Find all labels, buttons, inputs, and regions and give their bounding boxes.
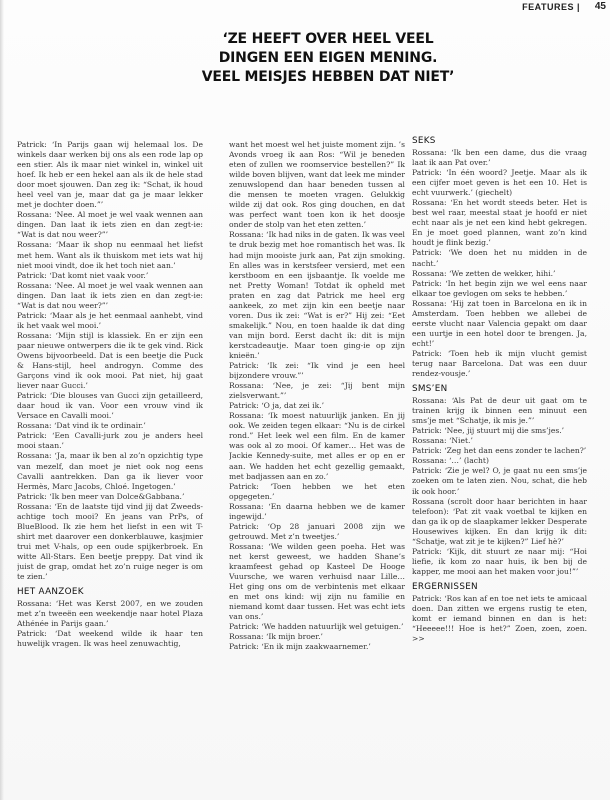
article-paragraph: Patrick: ‘Kijk, dit stuurt ze naar mij: “Hoi liefie, ik kom zo naar huis, ik ben bij de kapper, me mooi aan het maken voor jou!”’	[412, 546, 587, 576]
article-paragraph: Rossana: ‘En het wordt steeds beter. Het is best wel raar, meestal staat je hoofd er niet echt naar als je net een kind hebt gekregen. En je moet goed plannen, want zo’n kind houdt je flink bezig.’	[412, 198, 587, 248]
pull-quote-line: DINGEN EEN EIGEN MENING.	[218, 50, 438, 66]
section-label: FEATURES |	[522, 2, 580, 12]
article-paragraph: Rossana: ‘Mijn stijl is klassiek. En er zijn een paar nieuwe ontwerpers die ik te gek vind. Rick Owens bijvoorbeeld. Dat is een beetje die Puck & Hans-stijl, heel androgyn. Comme des Garçons vind ik ook mooi. Pat niet, hij gaat liever naar Gucci.’	[17, 330, 203, 391]
article-paragraph: Patrick: ‘In het begin zijn we wel eens naar elkaar toe gevlogen om seks te hebben.’	[412, 278, 587, 298]
article-paragraph: Rossana: ‘Ik moest natuurlijk janken. En jij ook. We zeiden tegen elkaar: “Nu is de cirkel rond.” Het leek wel een film. En de kamer was ook al zo mooi. Of kamer… Het was de Jackie Kennedy-suite, met alles er op en er aan. We hadden het echt gezellig gemaakt, met badjassen aan en zo.’	[229, 411, 405, 481]
article-paragraph: Rossana: ‘Als Pat de deur uit gaat om te trainen krijg ik binnen een minuut een sms’je met “Schatje, ik mis je.”’	[412, 396, 587, 426]
article-paragraph: Rossana (scrolt door haar berichten in haar telefoon): ‘Pat zit vaak voetbal te kijken en dan ga ik op de slaapkamer lekker Desperate Housewives kijken. En dan krijg ik dit: “Schatje, wat zit je te kijken?” Lief hè?’	[412, 496, 587, 546]
page-number: 45	[594, 1, 606, 12]
article-paragraph: Patrick: ‘Ros kan af en toe net iets te amicaal doen. Dan zitten we ergens rustig te eten, komt er iemand binnen en dan is het: “Heeeee!!! Hoe is het?” Zoen, zoen, zoen. >>	[412, 593, 587, 644]
article-column-1	[17, 140, 203, 800]
section-heading: HET AANZOEK	[17, 587, 84, 598]
article-paragraph: Patrick: ‘In Parijs gaan wij helemaal los. De winkels daar werken bij ons als een rode lap op een stier. Als ik maar niet winkel in, winkel uit hoef. Ik heb er een hekel aan als ik de hele stad door moet sjouwen. Dan zeg ik: “Schat, ik houd heel veel van je, maar dat ga je maar lekker met je dochter doen.”’	[17, 140, 203, 210]
article-paragraph: Rossana: ‘Dat vind ik te ordinair.’	[17, 421, 146, 431]
article-paragraph: Rossana: ‘Nee, je zei: “Jij bent mijn zielsverwant.”’	[229, 381, 405, 401]
article-paragraph: Patrick: ‘Toen heb ik mijn vlucht gemist terug naar Barcelona. Dat was een duur rendez-vousje.’	[412, 348, 587, 379]
article-paragraph: Rossana: ‘Ik had niks in de gaten. Ik was veel te druk bezig met hoe romantisch het was. Ik had mijn mooiste jurk aan, Pat zijn smoking. En alles was in kerstsfeer versierd, met een kerstboom en een ijsbaantje. Ik voelde me net Pretty Woman! Totdat ik opheld met praten en zag dat Patrick me heel erg aankeek, zo met zijn kin een beetje naar voren. Dus ik zei: “Wat is er?” Hij zei: “Eet smakelijk.” Nou, en toen haalde ik dat ding van mijn bord. Eerst dacht ik: dit is mijn kerstcadeautje. Maar toen ging-ie op zijn knieën.’	[229, 230, 405, 360]
article-paragraph: Patrick: ‘Die blouses van Gucci zijn getailleerd, daar houd ik van. Voor een vrouw vind ik Versace en Cavalli mooi.’	[17, 391, 203, 421]
pull-quote-line: VEEL MEISJES HEBBEN DAT NIET’	[201, 69, 455, 85]
article-paragraph: Rossana: ‘Nee. Al moet je wel vaak wennen aan dingen. Dan laat ik iets zien en dan zegt-ie: “Wat is dat nou weer?”’	[17, 280, 203, 310]
article-paragraph: Rossana: ‘Ja, maar ik ben al zo’n opzichtig type van mezelf, dan moet je niet ook nog eens Cavalli aantrekken. Dan ga ik liever voor Hermès, Marc Jacobs, Chloé. Ingetogen.’	[17, 451, 203, 491]
article-paragraph: Rossana: ‘…’ (lacht)	[412, 456, 489, 466]
article-paragraph: Rossana: ‘Hij zat toen in Barcelona en ik in Amsterdam. Toen hebben we allebei de eerste vlucht naar Valencia gepakt om daar een uurtje in een hotel door te brengen. Ja, echt!’	[412, 298, 587, 348]
pull-quote	[198, 30, 458, 87]
article-paragraph: Patrick: ‘Ik zei: “Ik vind je een heel bijzondere vrouw.”’	[229, 361, 405, 381]
article-paragraph: Patrick: ‘En ik mijn zaakwaarnemer.’	[229, 642, 371, 652]
article-paragraph: Patrick: ‘Toen hebben we het eten opgegeten.’	[229, 481, 405, 501]
article-paragraph: Rossana: ‘En daarna hebben we de kamer ingewijd.’	[229, 501, 405, 521]
article-paragraph: Rossana: ‘Ik mijn broer.’	[229, 632, 323, 642]
article-paragraph: Patrick: ‘Dat weekend wilde ik haar ten huwelijk vragen. Ik was heel zenuwachtig,	[17, 629, 203, 649]
article-paragraph: Patrick: ‘Nee, jij stuurt mij die sms’jes.’	[412, 426, 565, 436]
section-heading: SEKS	[412, 136, 436, 146]
article-paragraph: Rossana: ‘We zetten de wekker, hihi.’	[412, 268, 556, 278]
article-paragraph: Patrick: ‘O ja, dat zei ik.’	[229, 401, 325, 411]
article-paragraph: Patrick: ‘Op 28 januari 2008 zijn we getrouwd. Met z’n tweetjes.’	[229, 521, 405, 541]
article-paragraph: Patrick: ‘In één woord? Jeetje. Maar als ik een cijfer moet geven is het een 10. Het is echt vuurwerk.’ (giechelt)	[412, 168, 587, 198]
article-paragraph: want het moest wel het juiste moment zijn. ’s Avonds vroeg ik aan Ros: “Wil je beneden eten of zullen we roomservice bestellen?” Ik wilde boven blijven, want dat leek me minder zenuwslopend dan haar beneden tussen al die mensen te moeten vragen. Gelukkig wilde zij dat ook. Ros ging douchen, en dat was perfect want toen kon ik het doosje onder de stolp van het eten zetten.’	[229, 140, 405, 230]
article-paragraph: Rossana: ‘Maar ik shop nu eenmaal het liefst met hem. Want als ik thuiskom met iets wat hij niet mooi vindt, doe ik het toch niet aan.’	[17, 240, 203, 270]
pull-quote-line: ‘ZE HEEFT OVER HEEL VEEL	[222, 31, 434, 47]
article-paragraph: Patrick: ‘Maar als je het eenmaal aanhebt, vind ik het vaak wel mooi.’	[17, 310, 203, 330]
article-column-3	[412, 136, 587, 800]
article-paragraph: Patrick: ‘Dat komt niet vaak voor.’	[17, 270, 149, 280]
article-paragraph: Patrick: ‘Zie je wel? O, je gaat nu een sms’je zoeken om te laten zien. Nou, schat, die heb ik ook hoor.’	[412, 466, 587, 496]
section-heading: ERGERNISSEN	[412, 581, 478, 592]
article-paragraph: Rossana: ‘En de laatste tijd vind jij dat Zweeds-achtige toch mooi? En jeans van PrPs, of BlueBlood. Ik zie hem het liefst in een wit T-shirt met daarover een donkerblauwe, kasjmier trui met V-hals, op een oude spijkerbroek. En witte All-Stars. Een beetje preppy. Dat vind ik juist de grap, omdat het zo’n ruige neger is om te zien.’	[17, 501, 203, 582]
section-heading: SMS’EN	[412, 384, 448, 395]
article-paragraph: Patrick: ‘Zeg het dan eens zonder te lachen?’	[412, 446, 587, 456]
binding-shadow	[0, 0, 4, 800]
article-paragraph: Rossana: ‘Niet.’	[412, 436, 473, 446]
article-paragraph: Rossana: ‘Ik ben een dame, dus die vraag laat ik aan Pat over.’	[412, 148, 587, 168]
article-paragraph: Patrick: ‘We hadden natuurlijk wel getuigen.’	[229, 622, 404, 632]
article-paragraph: Rossana: ‘Nee. Al moet je wel vaak wennen aan dingen. Dan laat ik iets zien en dan zegt-ie: “Wat is dat nou weer?”’	[17, 210, 203, 240]
article-column-2	[229, 140, 405, 800]
article-paragraph: Patrick: ‘Een Cavalli-jurk zou je anders heel mooi staan.’	[17, 431, 203, 451]
article-paragraph: Rossana: ‘Het was Kerst 2007, en we zouden met z’n tweeën een weekendje naar hotel Plaza Athénée in Parijs gaan.’	[17, 599, 203, 629]
article-paragraph: Patrick: ‘Ik ben meer van Dolce&Gabbana.’	[17, 491, 185, 501]
article-paragraph: Patrick: ‘We doen het nu midden in de nacht.’	[412, 248, 587, 268]
article-paragraph: Rossana: ‘We wilden geen poeha. Het was net kerst geweest, we hadden Shane’s kraamfeest gehad op Kasteel De Hooge Vuursche, we waren verhuisd naar Lille… Het ging ons om de verbintenis met elkaar en met ons kind: wij zijn nu familie en niemand komt daar tussen. Het was echt iets van ons.’	[229, 541, 405, 622]
